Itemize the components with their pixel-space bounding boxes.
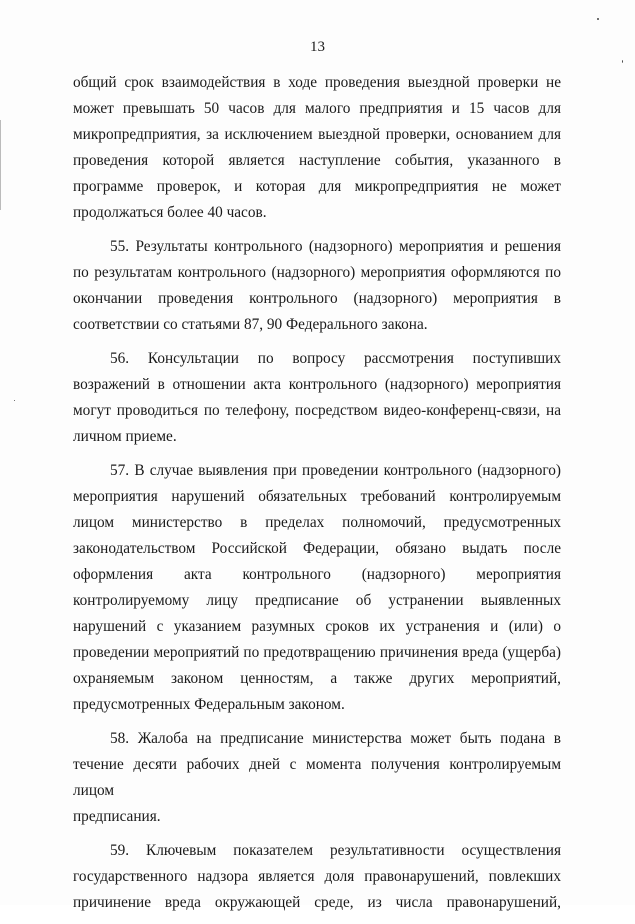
scan-speck	[14, 400, 15, 401]
paragraph-58	[73, 726, 561, 830]
text-line: продолжаться более 40 часов.	[73, 204, 267, 221]
scan-edge-mark	[0, 120, 1, 210]
text-line: оформления акта контрольного (надзорного) мероприятия	[73, 566, 561, 583]
text-line: могут проводиться по телефону, посредством видео-конференц-связи, на	[73, 402, 561, 419]
text-line: микропредприятия, за исключением выездной проверки, основанием для	[73, 126, 561, 143]
text-line: предписания.	[73, 808, 161, 825]
text-line: 55. Результаты контрольного (надзорного) мероприятия и решения	[110, 238, 561, 255]
text-line: контролируемому лицу предписание об устранении выявленных	[73, 592, 561, 609]
paragraph-56	[73, 346, 561, 450]
text-line: возражений в отношении акта контрольного (надзорного) мероприятия	[73, 376, 561, 393]
text-line: охраняемым законом ценностям, а также других мероприятий,	[73, 670, 561, 687]
text-line: течение десяти рабочих дней с момента получения контролируемым лицом	[73, 756, 561, 799]
page-number: 13	[310, 39, 325, 55]
text-line: лицом министерство в пределах полномочий, предусмотренных	[73, 514, 561, 531]
paragraph-55	[73, 234, 561, 338]
text-line: причинение вреда окружающей среде, из числа правонарушений,	[73, 894, 561, 911]
text-line: предусмотренных Федеральным законом.	[73, 696, 345, 713]
paragraph-59	[73, 838, 561, 916]
text-line: программе проверок, и которая для микропредприятия не может	[73, 178, 561, 195]
text-line: 59. Ключевым показателем результативности осуществления	[110, 842, 561, 859]
text-line: может превышать 50 часов для малого предприятия и 15 часов для	[73, 100, 561, 117]
text-line: проведения которой является наступление события, указанного в	[73, 152, 561, 169]
scan-speck	[597, 18, 599, 20]
document-body	[73, 70, 561, 924]
text-line: 57. В случае выявления при проведении контрольного (надзорного)	[110, 462, 561, 479]
scan-speck	[622, 60, 623, 63]
text-line: 58. Жалоба на предписание министерства может быть подана в	[110, 730, 561, 747]
text-line: нарушений с указанием разумных сроков их устранения и (или) о	[73, 618, 561, 635]
text-line: соответствии со статьями 87, 90 Федерального закона.	[73, 316, 428, 333]
text-line: личном приеме.	[73, 428, 177, 445]
paragraph-57	[73, 458, 561, 718]
text-line: общий срок взаимодействия в ходе проведения выездной проверки не	[73, 74, 561, 91]
text-line: законодательством Российской Федерации, обязано выдать после	[73, 540, 561, 557]
text-line: по результатам контрольного (надзорного) мероприятия оформляются по	[73, 264, 561, 281]
text-line: государственного надзора является доля правонарушений, повлекших	[73, 868, 561, 885]
paragraph-continued	[73, 70, 561, 226]
text-line: проведении мероприятий по предотвращению причинения вреда (ущерба)	[73, 644, 561, 661]
text-line: окончании проведения контрольного (надзорного) мероприятия в	[73, 290, 561, 307]
text-line: мероприятия нарушений обязательных требований контролируемым	[73, 488, 561, 505]
text-line: 56. Консультации по вопросу рассмотрения поступивших	[110, 350, 561, 367]
